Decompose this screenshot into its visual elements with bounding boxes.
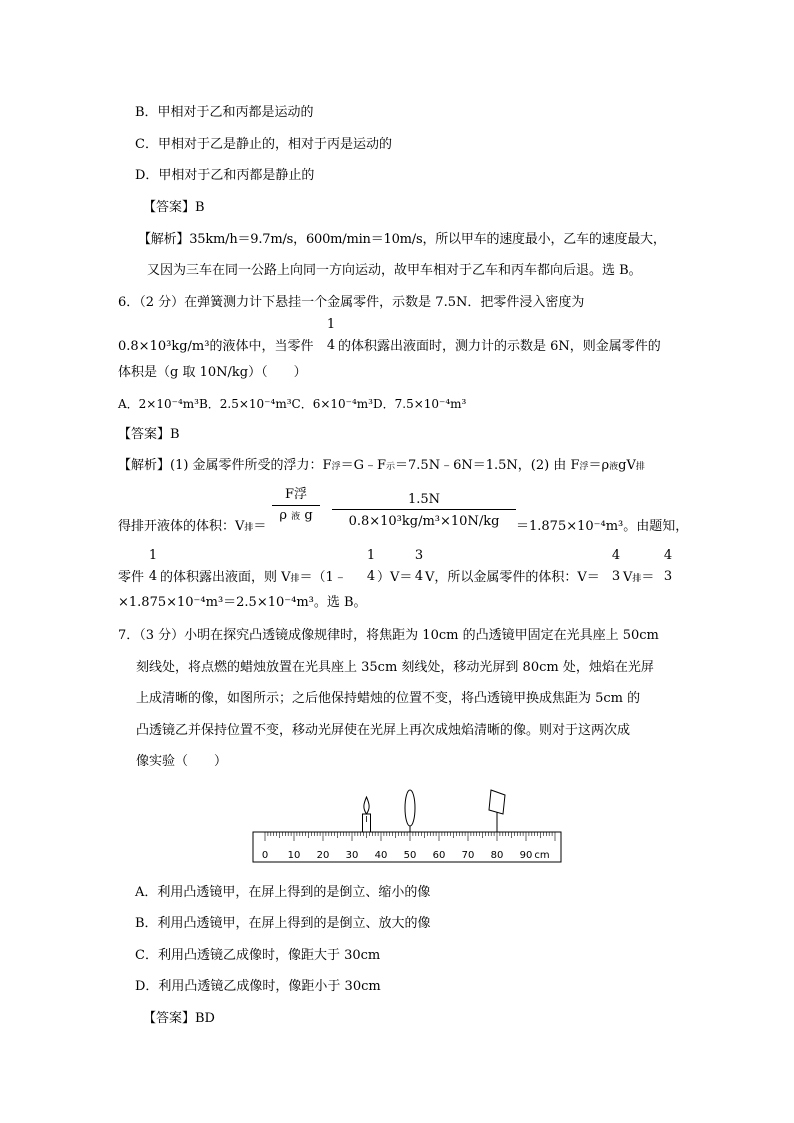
q6-l3-frac5-num: 4: [663, 548, 673, 563]
ruler-label: 60: [432, 850, 446, 861]
optical-bench-diagram: [250, 780, 570, 870]
q6-fraction-numerator: 1: [326, 317, 336, 332]
q5-option-b: B．甲相对于乙和丙都是运动的: [135, 105, 314, 120]
q6-l3-frac2-den: 4: [366, 569, 376, 584]
ruler-labels: [262, 850, 550, 861]
q6-formula-numerator: F浮: [284, 487, 308, 502]
q6-l3-d: ）V＝: [377, 570, 413, 585]
q6-l3-frac2-num: 1: [366, 548, 376, 563]
q7-option-b: B．利用凸透镜甲，在屏上得到的是倒立、放大的像: [135, 916, 431, 931]
q5-option-d: D．甲相对于乙和丙都是静止的: [135, 168, 315, 183]
q6-l3-frac3-num: 3: [414, 548, 424, 563]
q7-stem-line4: 凸透镜乙并保持位置不变，移动光屏使在光屏上再次成烛焰清晰的像。则对于这两次成: [136, 723, 631, 738]
q6-l3-frac5-den: 3: [663, 569, 673, 584]
q7-option-c: C．利用凸透镜乙成像时，像距大于 30cm: [135, 948, 381, 963]
q5-answer: 【答案】B: [143, 200, 205, 215]
q6-fraction-denominator: 4: [326, 338, 336, 353]
ruler-label: 70: [461, 850, 475, 861]
ruler-label: 0: [261, 850, 269, 861]
ruler-label: 20: [316, 850, 330, 861]
q7-stem-line3: 上成清晰的像，如图所示；之后他保持蜡烛的位置不变，将凸透镜甲换成焦距为 5cm 的: [136, 691, 641, 706]
ruler-ticks: [265, 832, 555, 841]
q6-l3-b: 的体积露出液面，则 V排＝（1﹣: [160, 570, 347, 585]
q7-stem-line1: 7．（3 分）小明在探究凸透镜成像规律时，将焦距为 10cm 的凸透镜甲固定在光具座上 50cm: [118, 628, 659, 643]
q6-formula-bar: [272, 505, 320, 506]
q6-stem-line1: 6．（2 分）在弹簧测力计下悬挂一个金属零件，示数是 7.5N．把零件浸入密度为: [118, 295, 585, 310]
q6-l3-a: 零件: [118, 570, 145, 585]
q7-stem-line2: 刻线处，将点燃的蜡烛放置在光具座上 35cm 刻线处，移动光屏到 80cm 处，烛焰在光屏: [136, 660, 654, 675]
ruler-label: 30: [345, 850, 359, 861]
q6-analysis-line2b: ＝1.875×10⁻⁴m³。由题知，: [516, 519, 689, 534]
ruler-unit-label: cm: [534, 850, 550, 861]
q6-formula2-bar: [332, 509, 516, 510]
q6-analysis-line1: 【解析】(1) 金属零件所受的浮力：F浮＝G﹣F示＝7.5N﹣6N＝1.5N，(2) 由 F浮＝ρ液gV排: [118, 458, 645, 473]
q6-stem-line2b: 的体积露出液面时，测力计的示数是 6N，则金属零件的: [338, 339, 661, 354]
light-screen-icon: [489, 790, 505, 832]
q6-analysis-line2a: 得排开液体的体积：V排＝: [118, 519, 267, 534]
q7-answer: 【答案】BD: [143, 1011, 215, 1026]
q6-analysis-line4: ×1.875×10⁻⁴m³＝2.5×10⁻⁴m³。选 B。: [118, 595, 367, 610]
q6-options: A．2×10⁻⁴m³B．2.5×10⁻⁴m³C．6×10⁻⁴m³D．7.5×10⁻⁴m³: [118, 397, 467, 411]
q6-stem-line3: 体积是（g 取 10N/kg）（ ）: [118, 365, 307, 380]
q6-l3-frac1-den: 4: [148, 569, 158, 584]
ruler-label: 90: [519, 850, 533, 861]
ruler-label: 40: [374, 850, 388, 861]
q6-l3-f: V排＝: [623, 570, 655, 585]
q7-option-a: A．利用凸透镜甲，在屏上得到的是倒立、缩小的像: [135, 885, 431, 900]
ruler-label: 10: [287, 850, 301, 861]
q5-option-c: C．甲相对于乙是静止的，相对于丙是运动的: [135, 137, 392, 152]
q7-stem-line5: 像实验（ ）: [136, 754, 228, 769]
q6-l3-frac1-num: 1: [148, 548, 158, 563]
q6-stem-line2a: 0.8×10³kg/m³的液体中，当零件: [118, 339, 314, 354]
candle-icon: [363, 797, 371, 832]
q5-analysis-line1: 【解析】35km/h＝9.7m/s，600m/min＝10m/s，所以甲车的速度最小，乙车的速度最大，: [138, 232, 666, 247]
convex-lens-icon: [405, 790, 415, 832]
q6-l3-frac3-den: 4: [414, 569, 424, 584]
q6-answer: 【答案】B: [118, 427, 180, 442]
q5-analysis-line2: 又因为三车在同一公路上向同一方向运动，故甲车相对于乙车和丙车都向后退。选 B。: [147, 263, 642, 278]
q6-l3-e: V，所以金属零件的体积：V＝: [425, 570, 600, 585]
q6-formula-denominator: ρ 液 g: [279, 508, 313, 523]
q7-option-d: D．利用凸透镜乙成像时，像距小于 30cm: [135, 979, 381, 994]
q6-formula2-numerator: 1.5N: [407, 492, 441, 507]
ruler-label: 50: [403, 850, 417, 861]
ruler-label: 80: [490, 850, 504, 861]
q6-l3-frac4-num: 4: [611, 548, 621, 563]
q6-l3-frac4-den: 3: [611, 569, 621, 584]
q6-formula2-denominator: 0.8×10³kg/m³×10N/kg: [348, 514, 500, 529]
